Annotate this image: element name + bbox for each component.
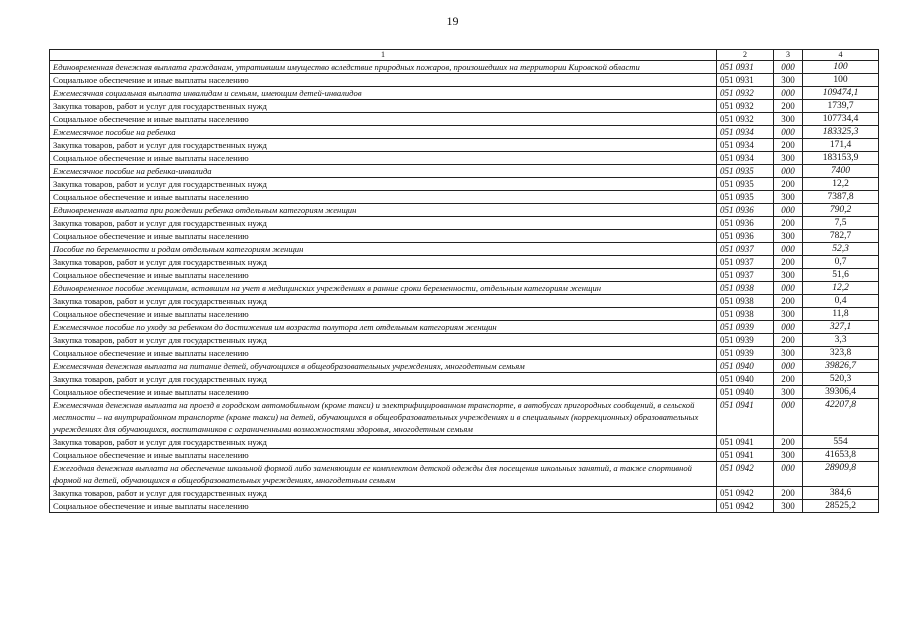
row-amount: 384,6 (803, 487, 879, 500)
row-expense-type: 300 (774, 449, 803, 462)
row-target-code: 051 0942 (717, 500, 774, 513)
table-row (50, 308, 879, 321)
row-description: Ежемесячная денежная выплата на питание детей, обучающихся в общеобразовательных учреждениях, многодетным семьям (50, 360, 717, 373)
row-target-code: 051 0935 (717, 191, 774, 204)
row-description: Ежемесячное пособие на ребенка-инвалида (50, 165, 717, 178)
row-expense-type: 300 (774, 308, 803, 321)
row-amount: 554 (803, 436, 879, 449)
table-row (50, 436, 879, 449)
row-amount: 28525,2 (803, 500, 879, 513)
page-number: 19 (446, 14, 459, 28)
row-expense-type: 000 (774, 462, 803, 487)
table-row (50, 386, 879, 399)
row-expense-type: 200 (774, 436, 803, 449)
row-target-code: 051 0931 (717, 74, 774, 87)
row-description: Ежегодная денежная выплата на обеспечение школьной формой либо заменяющим ее комплектом детской одежды для посещения школьных занятий, а также спортивной формой на детей, обучающихся в общеобразовательных учреждениях, многодетным семьям (50, 462, 717, 487)
table-row (50, 360, 879, 373)
table-row (50, 178, 879, 191)
row-target-code: 051 0940 (717, 360, 774, 373)
row-target-code: 051 0938 (717, 308, 774, 321)
table-row (50, 191, 879, 204)
row-target-code: 051 0932 (717, 87, 774, 100)
table-row (50, 282, 879, 295)
row-expense-type: 300 (774, 347, 803, 360)
row-target-code: 051 0931 (717, 61, 774, 74)
row-expense-type: 300 (774, 152, 803, 165)
row-target-code: 051 0940 (717, 373, 774, 386)
row-target-code: 051 0934 (717, 139, 774, 152)
row-expense-type: 000 (774, 360, 803, 373)
row-amount: 323,8 (803, 347, 879, 360)
row-amount: 7400 (803, 165, 879, 178)
row-target-code: 051 0938 (717, 295, 774, 308)
row-amount: 42207,8 (803, 399, 879, 436)
row-amount: 12,2 (803, 178, 879, 191)
table-row (50, 295, 879, 308)
row-description: Закупка товаров, работ и услуг для государственных нужд (50, 334, 717, 347)
row-description: Социальное обеспечение и иные выплаты населению (50, 308, 717, 321)
row-amount: 100 (803, 61, 879, 74)
row-expense-type: 000 (774, 204, 803, 217)
row-amount: 1739,7 (803, 100, 879, 113)
table-row (50, 449, 879, 462)
row-amount: 183325,3 (803, 126, 879, 139)
row-amount: 109474,1 (803, 87, 879, 100)
row-target-code: 051 0937 (717, 243, 774, 256)
row-target-code: 051 0939 (717, 321, 774, 334)
row-amount: 51,6 (803, 269, 879, 282)
table-row (50, 321, 879, 334)
row-description: Социальное обеспечение и иные выплаты населению (50, 191, 717, 204)
row-target-code: 051 0936 (717, 230, 774, 243)
row-description: Социальное обеспечение и иные выплаты населению (50, 152, 717, 165)
row-amount: 183153,9 (803, 152, 879, 165)
table-header-row (50, 50, 879, 61)
table-row (50, 113, 879, 126)
row-description: Ежемесячное пособие на ребенка (50, 126, 717, 139)
row-target-code: 051 0941 (717, 399, 774, 436)
row-target-code: 051 0935 (717, 178, 774, 191)
table-row (50, 269, 879, 282)
row-expense-type: 000 (774, 87, 803, 100)
row-target-code: 051 0939 (717, 347, 774, 360)
table-row (50, 139, 879, 152)
row-target-code: 051 0932 (717, 113, 774, 126)
row-expense-type: 200 (774, 487, 803, 500)
table-row (50, 487, 879, 500)
table-row (50, 74, 879, 87)
row-expense-type: 300 (774, 269, 803, 282)
row-amount: 39306,4 (803, 386, 879, 399)
header-col-2: 2 (717, 50, 774, 61)
row-expense-type: 000 (774, 321, 803, 334)
row-expense-type: 200 (774, 373, 803, 386)
table-row (50, 100, 879, 113)
row-target-code: 051 0941 (717, 436, 774, 449)
row-description: Социальное обеспечение и иные выплаты населению (50, 113, 717, 126)
row-description: Социальное обеспечение и иные выплаты населению (50, 500, 717, 513)
row-expense-type: 200 (774, 178, 803, 191)
row-description: Закупка товаров, работ и услуг для государственных нужд (50, 295, 717, 308)
row-description: Закупка товаров, работ и услуг для государственных нужд (50, 373, 717, 386)
table-row (50, 462, 879, 487)
row-target-code: 051 0938 (717, 282, 774, 295)
row-target-code: 051 0941 (717, 449, 774, 462)
row-expense-type: 000 (774, 282, 803, 295)
row-target-code: 051 0940 (717, 386, 774, 399)
row-expense-type: 300 (774, 386, 803, 399)
table-row (50, 204, 879, 217)
row-description: Социальное обеспечение и иные выплаты населению (50, 230, 717, 243)
row-description: Единовременная денежная выплата гражданам, утратившим имущество вследствие природных пожаров, произошедших на территории Кировской области (50, 61, 717, 74)
row-amount: 327,1 (803, 321, 879, 334)
row-amount: 790,2 (803, 204, 879, 217)
row-description: Ежемесячное пособие по уходу за ребенком до достижения им возраста полутора лет отдельным категориям женщин (50, 321, 717, 334)
row-amount: 12,2 (803, 282, 879, 295)
row-description: Закупка товаров, работ и услуг для государственных нужд (50, 256, 717, 269)
row-description: Ежемесячная социальная выплата инвалидам и семьям, имеющим детей-инвалидов (50, 87, 717, 100)
row-expense-type: 300 (774, 191, 803, 204)
table-row (50, 399, 879, 436)
row-description: Социальное обеспечение и иные выплаты населению (50, 74, 717, 87)
row-target-code: 051 0934 (717, 126, 774, 139)
row-target-code: 051 0936 (717, 204, 774, 217)
row-amount: 171,4 (803, 139, 879, 152)
row-expense-type: 000 (774, 126, 803, 139)
row-description: Закупка товаров, работ и услуг для государственных нужд (50, 436, 717, 449)
row-target-code: 051 0942 (717, 462, 774, 487)
row-amount: 100 (803, 74, 879, 87)
row-expense-type: 300 (774, 500, 803, 513)
row-amount: 11,8 (803, 308, 879, 321)
row-expense-type: 200 (774, 217, 803, 230)
table-row (50, 230, 879, 243)
row-description: Закупка товаров, работ и услуг для государственных нужд (50, 178, 717, 191)
row-description: Пособие по беременности и родам отдельным категориям женщин (50, 243, 717, 256)
table-row (50, 373, 879, 386)
table-row (50, 347, 879, 360)
table-row (50, 61, 879, 74)
row-expense-type: 200 (774, 139, 803, 152)
table-row (50, 334, 879, 347)
row-amount: 52,3 (803, 243, 879, 256)
row-target-code: 051 0936 (717, 217, 774, 230)
row-amount: 28909,8 (803, 462, 879, 487)
row-amount: 7387,8 (803, 191, 879, 204)
row-description: Ежемесячная денежная выплата на проезд в городском автомобильном (кроме такси) и электрифицированном транспорте, в автобусах пригородных сообщений, в сельской местности – на внутрирайонном транспорте (кроме такси) на детей, обучающихся в общеобразовательных учреждениях и в специальных (коррекционных) образовательных учреждениях для обучающихся, воспитанников с ограниченными возможностями здоровья, многодетным семьям (50, 399, 717, 436)
row-expense-type: 000 (774, 243, 803, 256)
row-expense-type: 000 (774, 399, 803, 436)
row-expense-type: 300 (774, 113, 803, 126)
row-expense-type: 200 (774, 256, 803, 269)
row-amount: 107734,4 (803, 113, 879, 126)
row-description: Закупка товаров, работ и услуг для государственных нужд (50, 139, 717, 152)
row-target-code: 051 0939 (717, 334, 774, 347)
table-row (50, 500, 879, 513)
row-description: Единовременная выплата при рождении ребенка отдельным категориям женщин (50, 204, 717, 217)
row-expense-type: 300 (774, 74, 803, 87)
budget-table (49, 49, 879, 513)
row-amount: 39826,7 (803, 360, 879, 373)
row-description: Социальное обеспечение и иные выплаты населению (50, 347, 717, 360)
table-row (50, 165, 879, 178)
header-col-1: 1 (50, 50, 717, 61)
row-expense-type: 200 (774, 100, 803, 113)
row-amount: 782,7 (803, 230, 879, 243)
row-description: Социальное обеспечение и иные выплаты населению (50, 269, 717, 282)
row-target-code: 051 0942 (717, 487, 774, 500)
row-description: Социальное обеспечение и иные выплаты населению (50, 449, 717, 462)
row-amount: 3,3 (803, 334, 879, 347)
row-target-code: 051 0937 (717, 269, 774, 282)
row-description: Социальное обеспечение и иные выплаты населению (50, 386, 717, 399)
table-row (50, 217, 879, 230)
table-row (50, 256, 879, 269)
row-description: Закупка товаров, работ и услуг для государственных нужд (50, 217, 717, 230)
row-expense-type: 000 (774, 61, 803, 74)
row-target-code: 051 0935 (717, 165, 774, 178)
row-description: Закупка товаров, работ и услуг для государственных нужд (50, 100, 717, 113)
table-row (50, 243, 879, 256)
row-description: Единовременное пособие женщинам, вставшим на учет в медицинских учреждениях в ранние сроки беременности, отдельным категориям женщин (50, 282, 717, 295)
table-row (50, 126, 879, 139)
row-amount: 41653,8 (803, 449, 879, 462)
row-expense-type: 200 (774, 334, 803, 347)
table-row (50, 152, 879, 165)
row-target-code: 051 0934 (717, 152, 774, 165)
row-expense-type: 300 (774, 230, 803, 243)
header-col-4: 4 (803, 50, 879, 61)
row-expense-type: 000 (774, 165, 803, 178)
row-target-code: 051 0937 (717, 256, 774, 269)
table-row (50, 87, 879, 100)
row-description: Закупка товаров, работ и услуг для государственных нужд (50, 487, 717, 500)
row-expense-type: 200 (774, 295, 803, 308)
row-amount: 520,3 (803, 373, 879, 386)
row-target-code: 051 0932 (717, 100, 774, 113)
row-amount: 0,4 (803, 295, 879, 308)
row-amount: 7,5 (803, 217, 879, 230)
row-amount: 0,7 (803, 256, 879, 269)
header-col-3: 3 (774, 50, 803, 61)
